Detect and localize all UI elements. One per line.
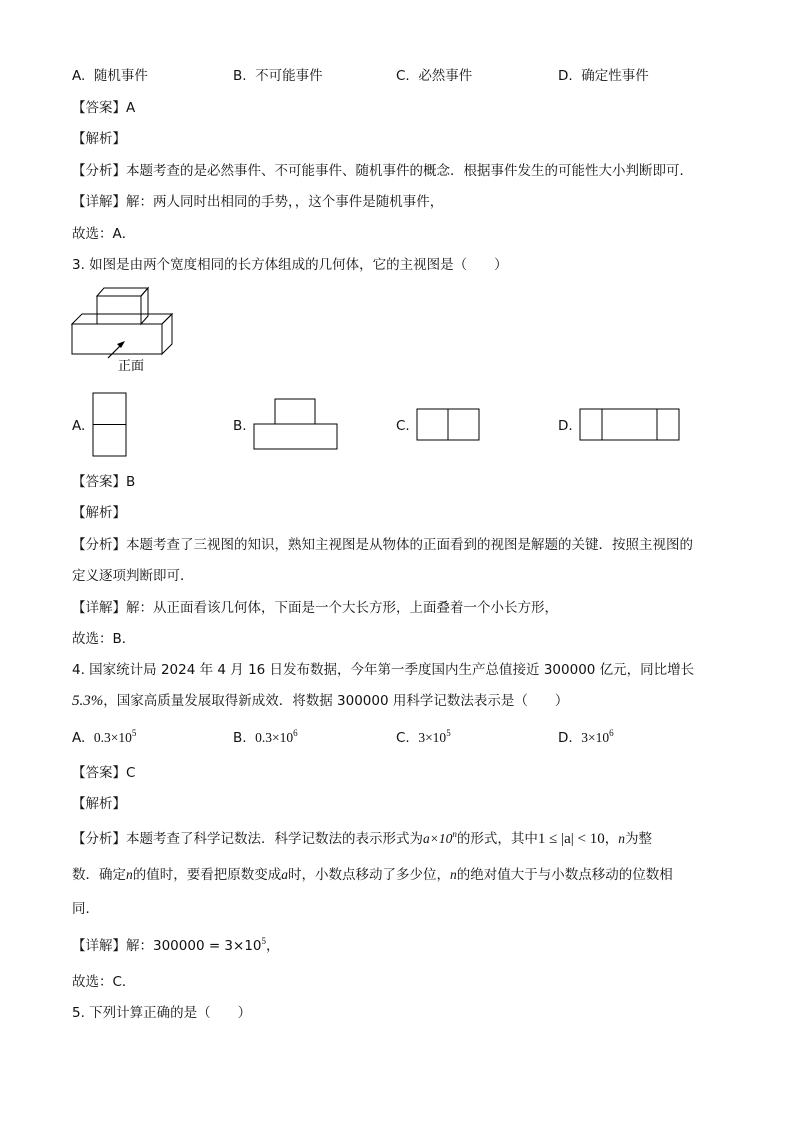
option-text: 必然事件 [418, 68, 473, 84]
analysis-text: 的值时，要看把原数变成 [132, 867, 282, 883]
q2-option-a [72, 67, 148, 85]
q3-option-d-figure [579, 408, 681, 442]
detail-text: 【详解】解：300000 = 3×10 [72, 938, 262, 954]
formula-exp: n [452, 829, 457, 839]
analysis-text: 为整 [624, 831, 652, 847]
option-base: 3×10 [581, 730, 610, 745]
option-letter: B. [233, 730, 247, 746]
q3-option-d-letter: D. [558, 418, 573, 434]
option-letter: B. [233, 68, 247, 84]
q3-jiexi: 【解析】 [72, 505, 126, 521]
q4-analysis-line2 [72, 866, 673, 884]
q3-stem: 3. 如图是由两个宽度相同的长方体组成的几何体，它的主视图是（ ） [72, 257, 508, 273]
var-n: n [618, 831, 625, 846]
q4-option-a [72, 729, 136, 747]
q2-analysis: 【分析】本题考查的是必然事件、不可能事件、随机事件的概念．根据事件发生的可能性大小判断即可． [72, 163, 693, 179]
var-n: n [126, 867, 133, 882]
percent-value: 5.3% [72, 693, 104, 709]
detail-exp: 5 [261, 936, 267, 946]
var-n: n [450, 867, 457, 882]
q4-option-c [396, 729, 451, 747]
q3-option-a-letter: A. [72, 418, 86, 434]
q2-option-d [558, 67, 649, 85]
q4-choose: 故选：C． [72, 974, 136, 990]
analysis-text: 的绝对值大于与小数点移动的位数相 [456, 867, 673, 883]
var-a: a [281, 867, 288, 882]
q3-choose: 故选：B． [72, 631, 136, 647]
inequality: 1 ≤ |a| < 10 [537, 831, 605, 847]
analysis-text: 【分析】本题考查了科学记数法．科学记数法的表示形式为 [72, 831, 423, 847]
q3-option-b-figure [253, 398, 339, 451]
q5-stem: 5. 下列计算正确的是（ ） [72, 1005, 252, 1021]
detail-text: ， [266, 938, 280, 954]
option-exp: 5 [131, 728, 137, 738]
q3-analysis-line2: 定义逐项判断即可． [72, 568, 194, 584]
q4-option-d [558, 729, 614, 747]
analysis-text: ， [604, 831, 619, 847]
q3-option-b-letter: B. [233, 418, 247, 434]
q2-option-c [396, 67, 472, 85]
option-exp: 5 [446, 728, 451, 738]
q4-option-b [233, 729, 298, 747]
q2-option-b [233, 67, 323, 85]
option-text: 确定性事件 [581, 68, 649, 84]
q4-stem-line2 [72, 692, 568, 710]
q2-answer: 【答案】A [72, 100, 136, 116]
q4-detail [72, 937, 280, 955]
option-exp: 6 [609, 728, 614, 738]
q4-analysis-line3: 同． [72, 901, 99, 917]
option-letter: D. [558, 730, 573, 746]
analysis-text: 的形式，其中 [456, 831, 538, 847]
q3-option-c-letter: C. [396, 418, 410, 434]
q3-option-c-figure [416, 408, 482, 442]
stem-text: ，国家高质量发展取得新成效．将数据 300000 用科学记数法表示是（ ） [103, 693, 569, 709]
q2-jiexi: 【解析】 [72, 131, 126, 147]
option-letter: C. [396, 68, 410, 84]
analysis-text: 时，小数点移动了多少位， [288, 867, 450, 883]
option-letter: D. [558, 68, 573, 84]
option-letter: C. [396, 730, 410, 746]
front-label: 正面 [118, 359, 145, 374]
formula: a×10 [423, 831, 453, 846]
option-base: 0.3×10 [93, 730, 132, 745]
q4-answer: 【答案】C [72, 765, 136, 781]
option-base: 0.3×10 [255, 730, 294, 745]
q3-solid-figure [66, 284, 186, 376]
option-letter: A. [72, 730, 86, 746]
q4-jiexi: 【解析】 [72, 796, 126, 812]
option-text: 不可能事件 [255, 68, 323, 84]
q3-option-a-figure [92, 392, 128, 458]
q3-detail: 【详解】解：从正面看该几何体，下面是一个大长方形，上面叠着一个小长方形， [72, 600, 558, 616]
option-letter: A. [72, 68, 86, 84]
option-exp: 6 [293, 728, 298, 738]
q4-stem-line1: 4. 国家统计局 2024 年 4 月 16 日发布数据，今年第一季度国内生产总值接近 300000 亿元，同比增长 [72, 662, 695, 678]
option-base: 3×10 [418, 730, 447, 745]
q2-detail: 【详解】解：两人同时出相同的手势，，这个事件是随机事件， [72, 194, 444, 210]
q3-analysis-line1: 【分析】本题考查了三视图的知识，熟知主视图是从物体的正面看到的视图是解题的关键．按照主视图的 [72, 537, 693, 553]
q3-answer: 【答案】B [72, 474, 136, 490]
q4-analysis-line1 [72, 830, 652, 848]
analysis-text: 数．确定 [72, 867, 126, 883]
option-text: 随机事件 [93, 68, 148, 84]
q2-choose: 故选：A． [72, 226, 136, 242]
